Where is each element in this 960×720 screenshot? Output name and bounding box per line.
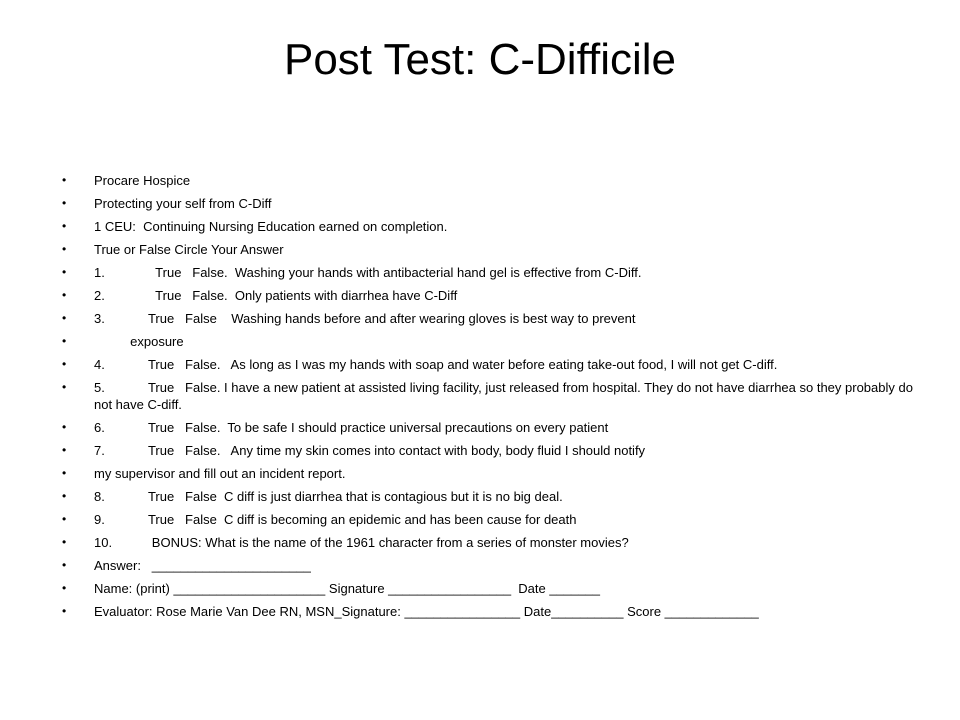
list-item: • Name: (print) _____________________ Signature _________________ Date _______	[62, 580, 922, 597]
list-item: • 7. True False. Any time my skin comes into contact with body, body fluid I should notify	[62, 442, 922, 459]
list-item: • True or False Circle Your Answer	[62, 241, 922, 258]
list-item: • my supervisor and fill out an incident report.	[62, 465, 922, 482]
list-item: • Procare Hospice	[62, 172, 922, 189]
list-item: • 8. True False C diff is just diarrhea that is contagious but it is no big deal.	[62, 488, 922, 505]
list-item: • Evaluator: Rose Marie Van Dee RN, MSN_Signature: ________________ Date__________ Score _____________	[62, 603, 922, 620]
list-item: • 2. True False. Only patients with diarrhea have C-Diff	[62, 287, 922, 304]
list-item: • exposure	[62, 333, 922, 350]
list-item: • 9. True False C diff is becoming an epidemic and has been cause for death	[62, 511, 922, 528]
list-item: • 1 CEU: Continuing Nursing Education earned on completion.	[62, 218, 922, 235]
list-item: • Protecting your self from C-Diff	[62, 195, 922, 212]
list-item: • 4. True False. As long as I was my hands with soap and water before eating take-out food, I will not get C-diff.	[62, 356, 922, 373]
list-item: • 5. True False. I have a new patient at assisted living facility, just released from hospital. They do not have diarrhea so they probably do not have C-diff.	[62, 379, 922, 413]
slide-title: Post Test: C-Difficile	[283, 35, 677, 84]
list-item: • 10. BONUS: What is the name of the 1961 character from a series of monster movies?	[62, 534, 922, 551]
list-item: • Answer: ______________________	[62, 557, 922, 574]
bullet-list	[62, 172, 922, 626]
list-item: • 6. True False. To be safe I should practice universal precautions on every patient	[62, 419, 922, 436]
list-item: • 1. True False. Washing your hands with antibacterial hand gel is effective from C-Diff.	[62, 264, 922, 281]
list-item: • 3. True False Washing hands before and after wearing gloves is best way to prevent	[62, 310, 922, 327]
